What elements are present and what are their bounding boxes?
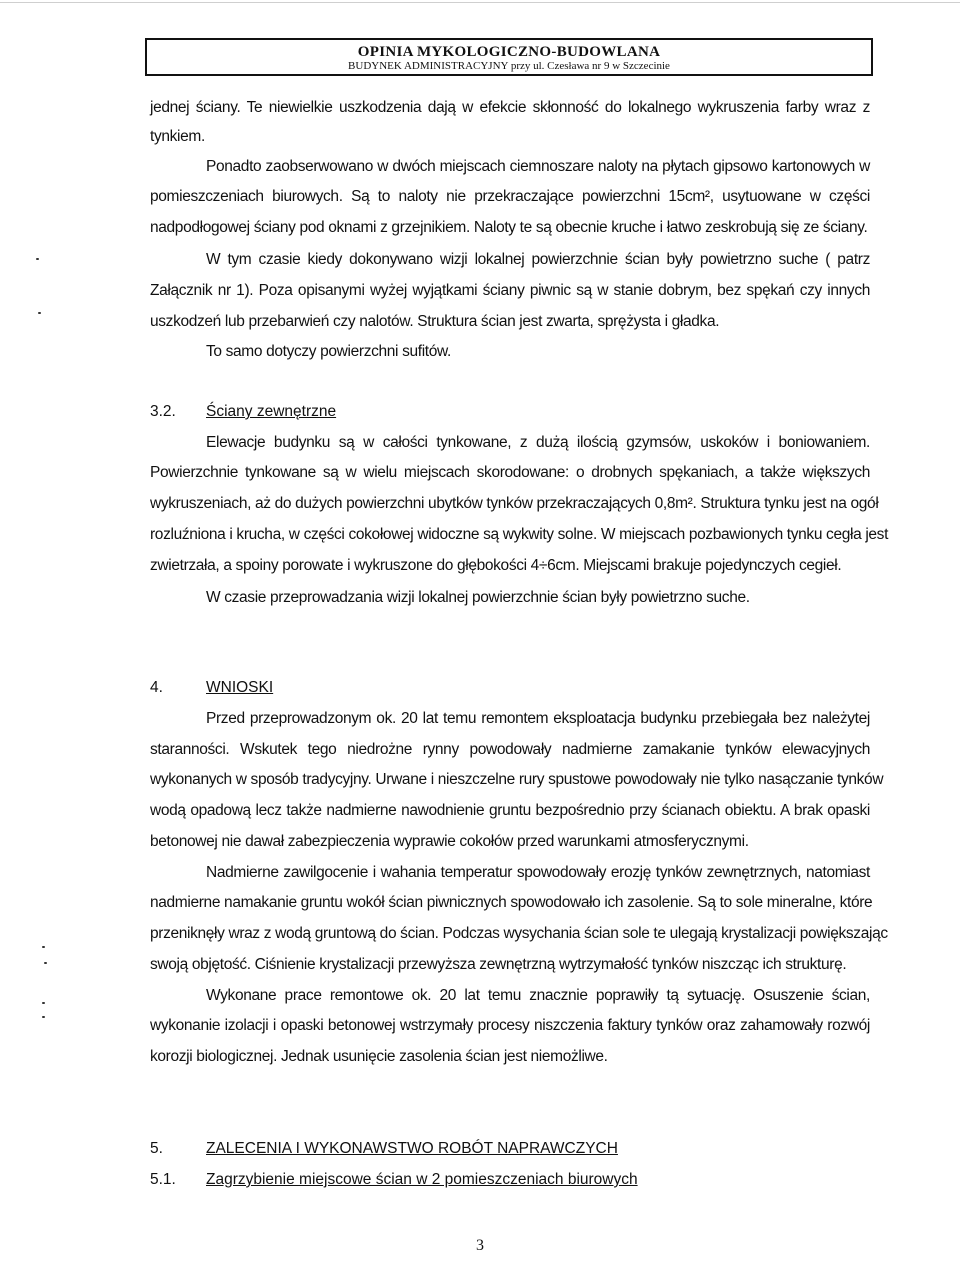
text-line: Ponadto zaobserwowano w dwóch miejscach ciemnoszare naloty na płytach gipsowo kartonowych w [206,158,870,175]
text-line: wykonanych w sposób tradycyjny. Urwane i nieszczelne rury spustowe powodowały nie tylko nasączanie tynków [150,771,884,788]
scan-speck [36,258,39,260]
text-line: W tym czasie kiedy dokonywano wizji lokalnej powierzchnie ścian były powietrzno suche ( patrz [206,251,870,268]
header-title: OPINIA MYKOLOGICZNO-BUDOWLANA [357,44,661,60]
text-line: jednej ściany. Te niewielkie uszkodzenia dają w efekcie skłonność do lokalnego wykruszenia farby wraz z [150,99,870,116]
text-line: Powierzchnie tynkowane są w wielu miejscach skorodowane: o drobnych spękaniach, a także większych [150,464,870,481]
section-number: 3.2. [150,403,176,420]
page-number: 3 [476,1237,484,1254]
text-line: rozluźniona i krucha, w części cokołowej widoczne są wykwity solne. W miejscach pozbawionych tynku cegła jest [150,526,889,543]
text-line: staranności. Wskutek tego niedrożne rynny powodowały nadmierne zamakanie tynków elewacyjnych [150,741,870,758]
text-line: nadpodłogowej ściany pod oknami z grzejnikiem. Naloty te są obecnie kruche i łatwo zeskrobują się ze ściany. [150,219,868,236]
section-heading: ZALECENIA I WYKONAWSTWO ROBÓT NAPRAWCZYCH [206,1140,618,1157]
text-line: korozji biologicznej. Jednak usunięcie zasolenia ścian jest niemożliwe. [150,1048,608,1065]
text-line: wykonanie izolacji i opaski betonowej wstrzymały procesy niszczenia faktury tynków oraz zahamowały rozwój [150,1017,870,1034]
text-line: betonowej nie dawał zabezpieczenia wyprawie cokołów przed warunkami atmosferycznymi. [150,833,749,850]
top-border-line [0,2,960,3]
text-line: pomieszczeniach biurowych. Są to naloty nie przekraczające powierzchni 15cm², usytuowane w części [150,188,870,205]
section-number: 5.1. [150,1171,176,1188]
scan-speck [44,962,47,964]
text-line: To samo dotyczy powierzchni sufitów. [206,343,451,360]
text-line: wodą opadową lecz także nadmierne nawodnienie gruntu bezpośrednio przy ścianach obiektu. A brak opaski [150,802,870,819]
text-line: W czasie przeprowadzania wizji lokalnej powierzchnie ścian były powietrzno suche. [206,589,750,606]
section-heading: Zagrzybienie miejscowe ścian w 2 pomieszczeniach biurowych [206,1171,638,1188]
text-line: tynkiem. [150,128,205,145]
scan-speck [42,1002,45,1004]
text-line: Przed przeprowadzonym ok. 20 lat temu remontem eksploatacja budynku przebiegała bez należytej [206,710,870,727]
scan-speck [42,946,45,948]
section-number: 5. [150,1140,163,1157]
text-line: Nadmierne zawilgocenie i wahania temperatur spowodowały erozję tynków zewnętrznych, natomiast [206,864,870,881]
scan-speck [42,1016,45,1018]
text-line: Załącznik nr 1). Poza opisanymi wyżej wyjątkami ściany piwnic są w stanie dobrym, bez spękań czy innych [150,282,870,299]
text-line: swoją objętość. Ciśnienie krystalizacji przewyższa zewnętrzną wytrzymałość tynków niszcząc ich strukturę. [150,956,847,973]
header-subtitle: BUDYNEK ADMINISTRACYJNY przy ul. Czesława nr 9 w Szczecinie [348,60,670,72]
text-line: przeniknęły wraz z wodą gruntową do ścian. Podczas wysychania ścian sole te ulegają krystalizacji powiększając [150,925,888,942]
scan-speck [38,312,41,314]
text-line: Elewacje budynku są w całości tynkowane, z dużą ilością gzymsów, uskoków i boniowaniem. [206,434,870,451]
section-heading: WNIOSKI [206,679,274,696]
text-line: uszkodzeń lub przebarwień czy nalotów. Struktura ścian jest zwarta, sprężysta i gładka. [150,313,720,330]
section-number: 4. [150,679,163,696]
text-line: zwietrzała, a spoiny porowate i wykruszone do głębokości 4÷6cm. Miejscami brakuje pojedynczych cegieł. [150,557,842,574]
text-line: Wykonane prace remontowe ok. 20 lat temu znacznie poprawiły tą sytuację. Osuszenie ścian, [206,987,870,1004]
text-line: wykruszeniach, aż do dużych powierzchni ubytków tynków przekraczających 0,8m². Struktura tynku jest na ogół [150,495,879,512]
document-header [145,38,873,76]
section-heading: Ściany zewnętrzne [206,403,337,420]
text-line: nadmierne namakanie gruntu wokół ścian piwnicznych spowodowało ich zasolenie. Są to sole mineralne, które [150,894,873,911]
